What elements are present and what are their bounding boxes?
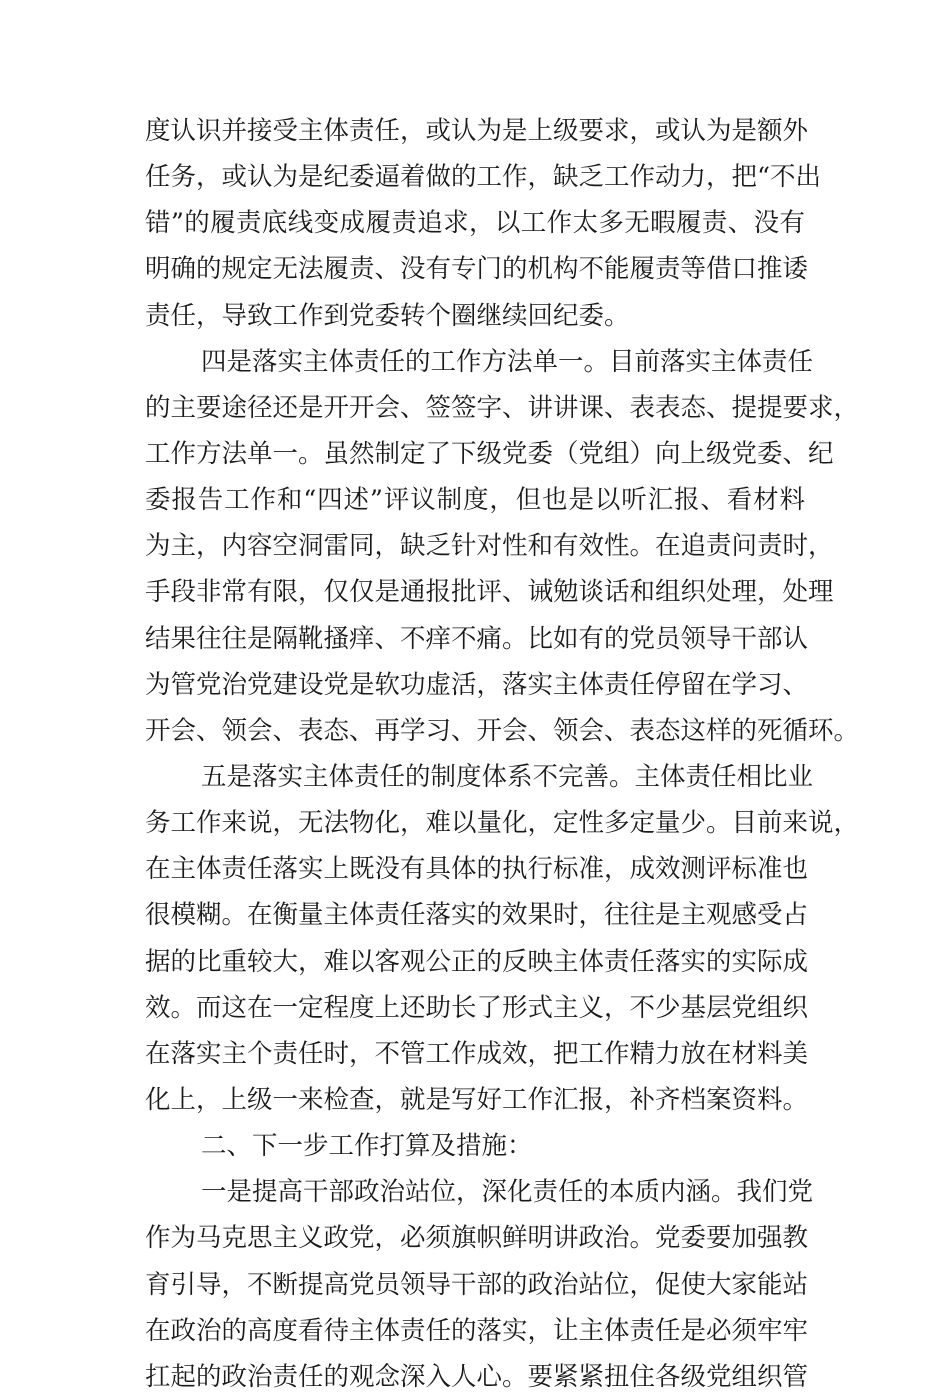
text-line: 二、下一步工作打算及措施： [201,1131,533,1162]
text-line: 四是落实主体责任的工作方法单一。目前落实主体责任 [201,346,814,377]
text-line: 在落实主个责任时，不管工作成效，把工作精力放在材料美 [145,1038,809,1069]
text-line: 作为马克思主义政党，必须旗帜鲜明讲政治。党委要加强教 [145,1223,809,1254]
text-line: 任务，或认为是纪委逼着做的工作，缺乏工作动力，把“不出 [145,162,822,193]
text-line: 一是提高干部政治站位，深化责任的本质内涵。我们党 [201,1177,814,1208]
text-line: 化上，上级一来检查，就是写好工作汇报，补齐档案资料。 [145,1084,809,1115]
text-line: 明确的规定无法履责、没有专门的机构不能履责等借口推诿 [145,254,809,285]
text-line: 务工作来说，无法物化，难以量化，定性多定量少。目前来说， [145,808,860,839]
text-line: 工作方法单一。虽然制定了下级党委（党组）向上级党委、纪 [145,438,834,469]
text-line: 开会、领会、表态、再学习、开会、领会、表态这样的死循环。 [145,715,860,746]
text-line: 为主，内容空洞雷同，缺乏针对性和有效性。在追责问责时， [145,531,834,562]
text-line: 度认识并接受主体责任，或认为是上级要求，或认为是额外 [145,116,809,146]
text-line: 在主体责任落实上既没有具体的执行标准，成效测评标准也 [145,854,809,885]
text-line: 手段非常有限，仅仅是通报批评、诫勉谈话和组织处理，处理 [145,577,834,608]
document-body [145,108,860,1400]
text-line: 在政治的高度看待主体责任的落实，让主体责任是必须牢牢 [145,1315,809,1346]
text-line: 据的比重较大，难以客观公正的反映主体责任落实的实际成 [145,946,809,977]
text-line: 错”的履责底线变成履责追求，以工作太多无暇履责、没有 [145,208,805,239]
text-line: 五是落实主体责任的制度体系不完善。主体责任相比业 [201,761,814,792]
text-line: 育引导，不断提高党员领导干部的政治站位，促使大家能站 [145,1269,809,1300]
text-line: 效。而这在一定程度上还助长了形式主义，不少基层党组织 [145,992,809,1023]
text-line: 委报告工作和“四述”评议制度，但也是以听汇报、看材料 [145,485,805,516]
text-line: 结果往往是隔靴搔痒、不痒不痛。比如有的党员领导干部认 [145,623,809,654]
text-line: 责任，导致工作到党委转个圈继续回纪委。 [145,300,630,331]
text-line: 扛起的政治责任的观念深入人心。要紧紧扭住各级党组织管 [145,1361,809,1392]
text-line: 很模糊。在衡量主体责任落实的效果时，往往是主观感受占 [145,900,809,931]
text-line: 为管党治党建设党是软功虚活，落实主体责任停留在学习、 [145,669,809,700]
text-line: 的主要途径还是开开会、签签字、讲讲课、表表态、提提要求， [145,392,860,423]
